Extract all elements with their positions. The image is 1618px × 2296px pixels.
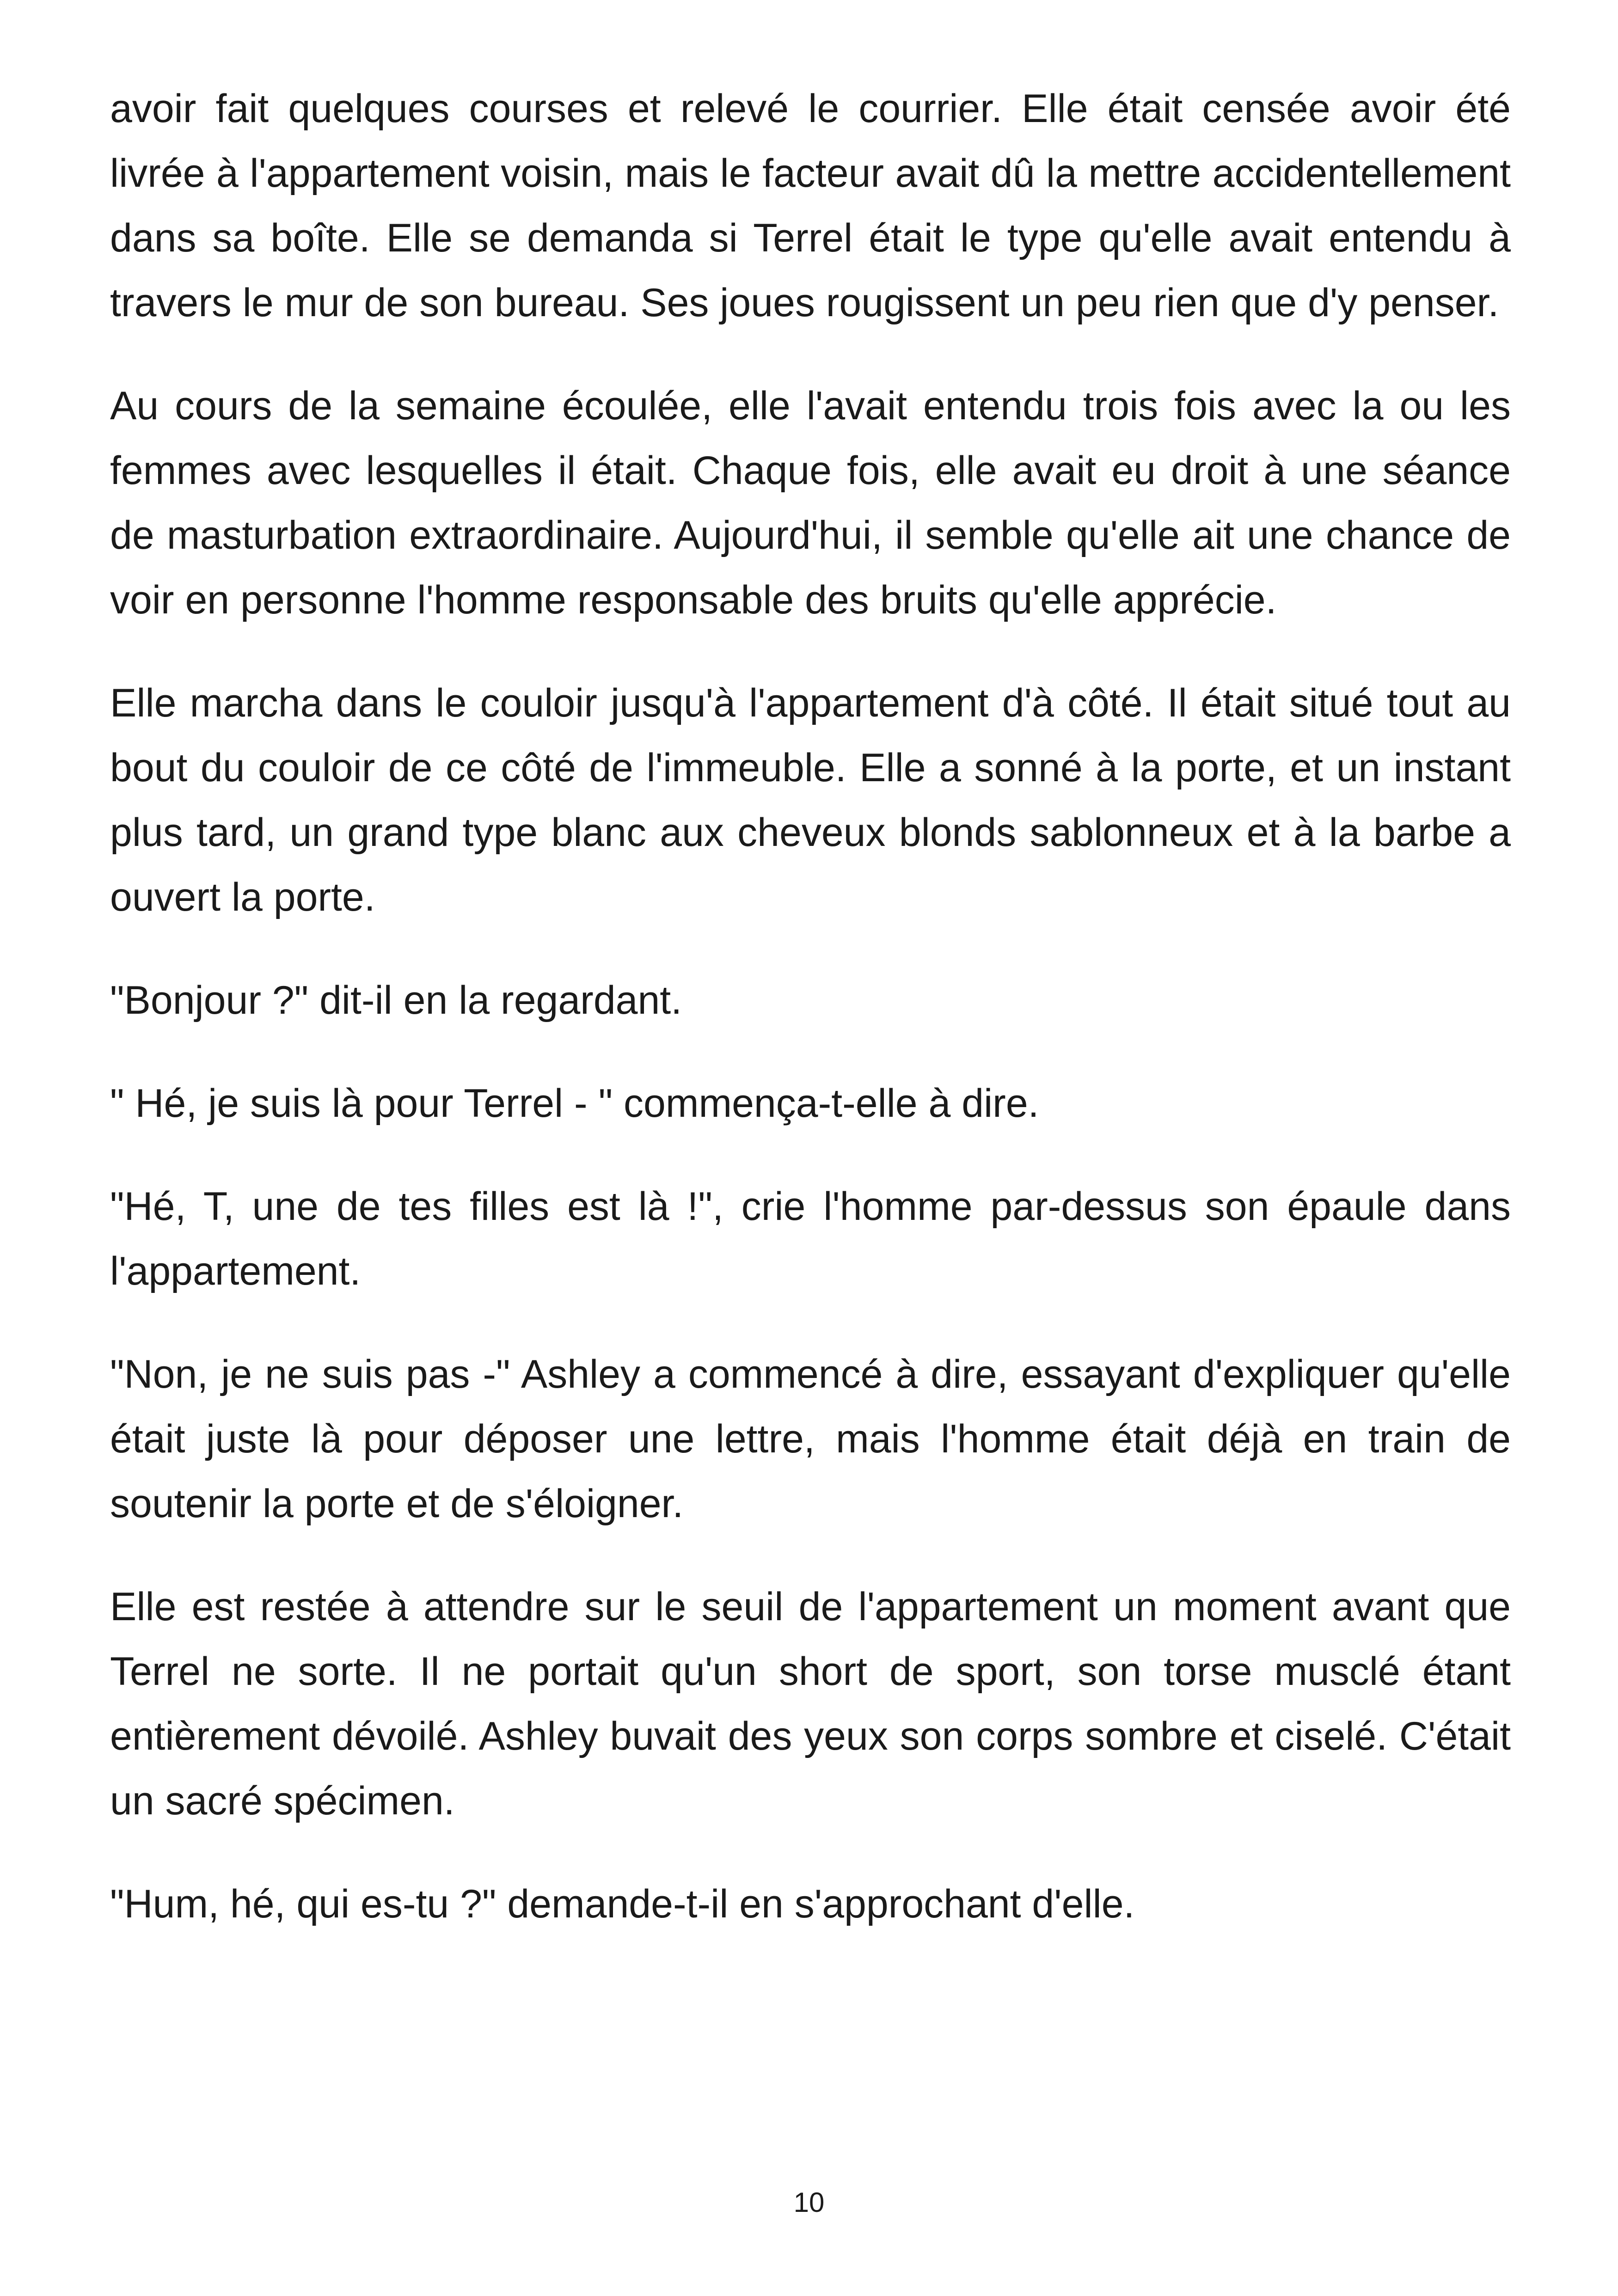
paragraph: Elle marcha dans le couloir jusqu'à l'appartement d'à côté. Il était situé tout au bout du couloir de ce côté de l'immeuble. Elle a sonné à la porte, et un instant plus tard, un grand type blanc aux cheveux blonds sablonneux et à la barbe a ouvert la porte.: [110, 681, 1511, 919]
paragraph: "Bonjour ?" dit-il en la regardant.: [110, 978, 682, 1022]
paragraph: "Non, je ne suis pas -" Ashley a commencé à dire, essayant d'expliquer qu'elle était juste là pour déposer une lettre, mais l'homme était déjà en train de soutenir la porte et de s'éloigner.: [110, 1352, 1511, 1526]
paragraph: avoir fait quelques courses et relevé le courrier. Elle était censée avoir été livrée à l'appartement voisin, mais le facteur avait dû la mettre accidentellement dans sa boîte. Elle se demanda si Terrel était le type qu'elle avait entendu à travers le mur de son bureau. Ses joues rougissent un peu rien que d'y penser.: [110, 86, 1511, 325]
page-number: 10: [793, 2187, 825, 2218]
paragraph: Au cours de la semaine écoulée, elle l'avait entendu trois fois avec la ou les femmes avec lesquelles il était. Chaque fois, elle avait eu droit à une séance de masturbation extraordinaire. Aujourd'hui, il semble qu'elle ait une chance de voir en personne l'homme responsable des bruits qu'elle apprécie.: [110, 384, 1511, 622]
body-text: [110, 76, 1511, 1975]
paragraph: "Hum, hé, qui es-tu ?" demande-t-il en s'approchant d'elle.: [110, 1882, 1135, 1926]
paragraph: " Hé, je suis là pour Terrel - " commença-t-elle à dire.: [110, 1081, 1039, 1126]
paragraph: "Hé, T, une de tes filles est là !", crie l'homme par-dessus son épaule dans l'appartement.: [110, 1184, 1511, 1293]
paragraph: Elle est restée à attendre sur le seuil de l'appartement un moment avant que Terrel ne sorte. Il ne portait qu'un short de sport, son torse musclé étant entièrement dévoilé. Ashley buvait des yeux son corps sombre et ciselé. C'était un sacré spécimen.: [110, 1585, 1511, 1823]
